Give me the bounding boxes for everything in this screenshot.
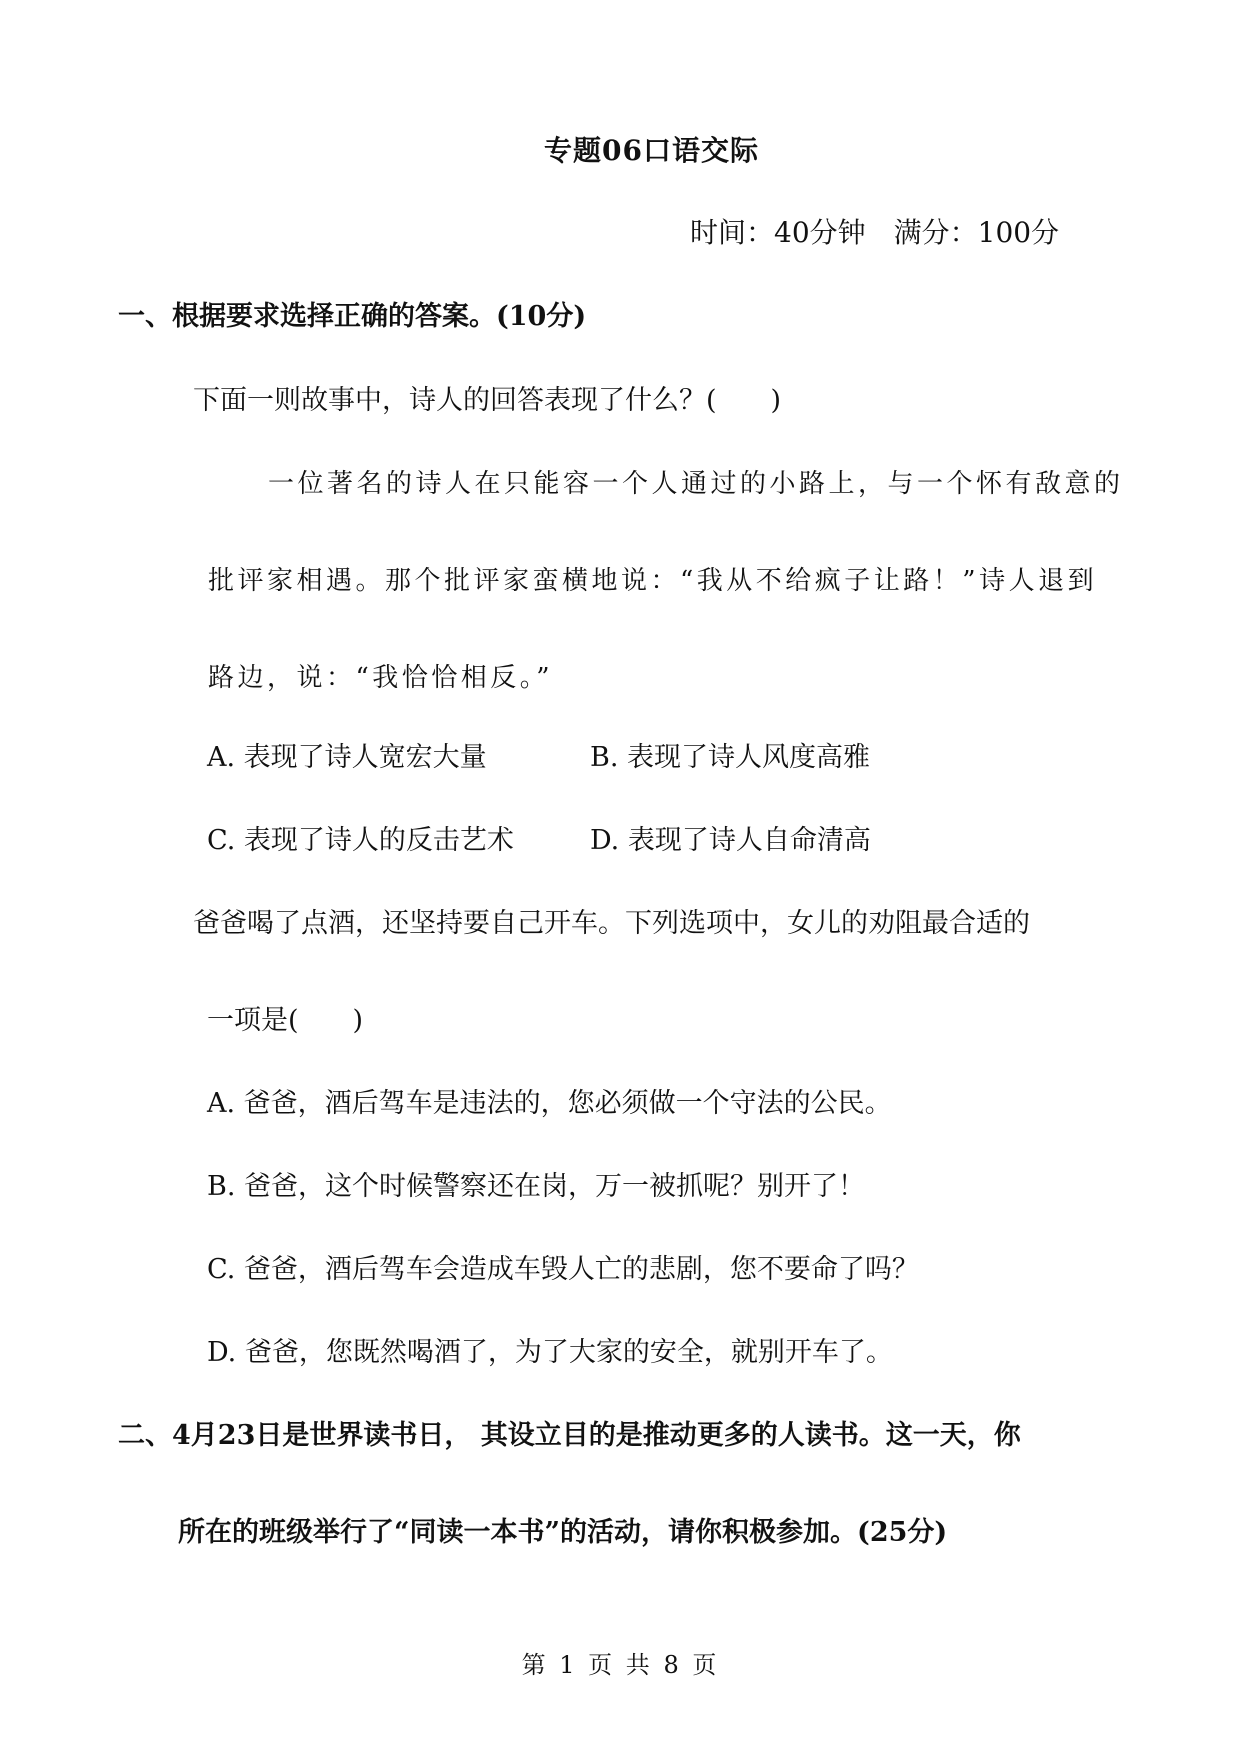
q2-option-c: C. 爸爸，酒后驾车会造成车毁人亡的悲剧，您不要命了吗？ <box>207 1254 919 1285</box>
q1-option-b: B. 表现了诗人风度高雅 <box>590 742 871 773</box>
question-2-stem-line-1: 爸爸喝了点酒，还坚持要自己开车。下列选项中，女儿的劝阻最合适的 <box>193 908 1030 939</box>
section-2-line-1: 二、4月23日是世界读书日， 其设立目的是推动更多的人读书。这一天，你 <box>118 1420 1021 1451</box>
q2-option-b: B. 爸爸，这个时候警察还在岗，万一被抓呢？别开了！ <box>207 1171 866 1202</box>
q1-option-a: A. 表现了诗人宽宏大量 <box>207 742 487 773</box>
page-footer: 第 1 页 共 8 页 <box>521 1651 720 1679</box>
story-line-1: 一位著名的诗人在只能容一个人通过的小路上，与一个怀有敌意的 <box>268 469 1124 499</box>
exam-meta <box>690 216 1060 249</box>
q1-option-d: D. 表现了诗人自命清高 <box>590 825 871 856</box>
question-1-stem: 下面一则故事中，诗人的回答表现了什么？( ) <box>193 385 782 416</box>
section-1-heading: 一、根据要求选择正确的答案。(10分) <box>118 301 587 332</box>
time-limit: 时间：40分钟 <box>690 216 866 249</box>
q2-option-d: D. 爸爸，您既然喝酒了，为了大家的安全，就别开车了。 <box>207 1337 893 1368</box>
story-line-3: 路边，说：“我恰恰相反。” <box>208 663 554 693</box>
page-title: 专题06口语交际 <box>544 134 759 167</box>
full-score: 满分：100分 <box>893 216 1060 249</box>
story-line-2: 批评家相遇。那个批评家蛮横地说：“我从不给疯子让路！”诗人退到 <box>208 566 1098 596</box>
question-2-stem-line-2: 一项是( ) <box>207 1005 364 1036</box>
q1-option-c: C. 表现了诗人的反击艺术 <box>207 825 514 856</box>
q2-option-a: A. 爸爸，酒后驾车是违法的，您必须做一个守法的公民。 <box>207 1088 892 1119</box>
section-2-line-2: 所在的班级举行了“同读一本书”的活动，请你积极参加。(25分) <box>178 1517 948 1548</box>
